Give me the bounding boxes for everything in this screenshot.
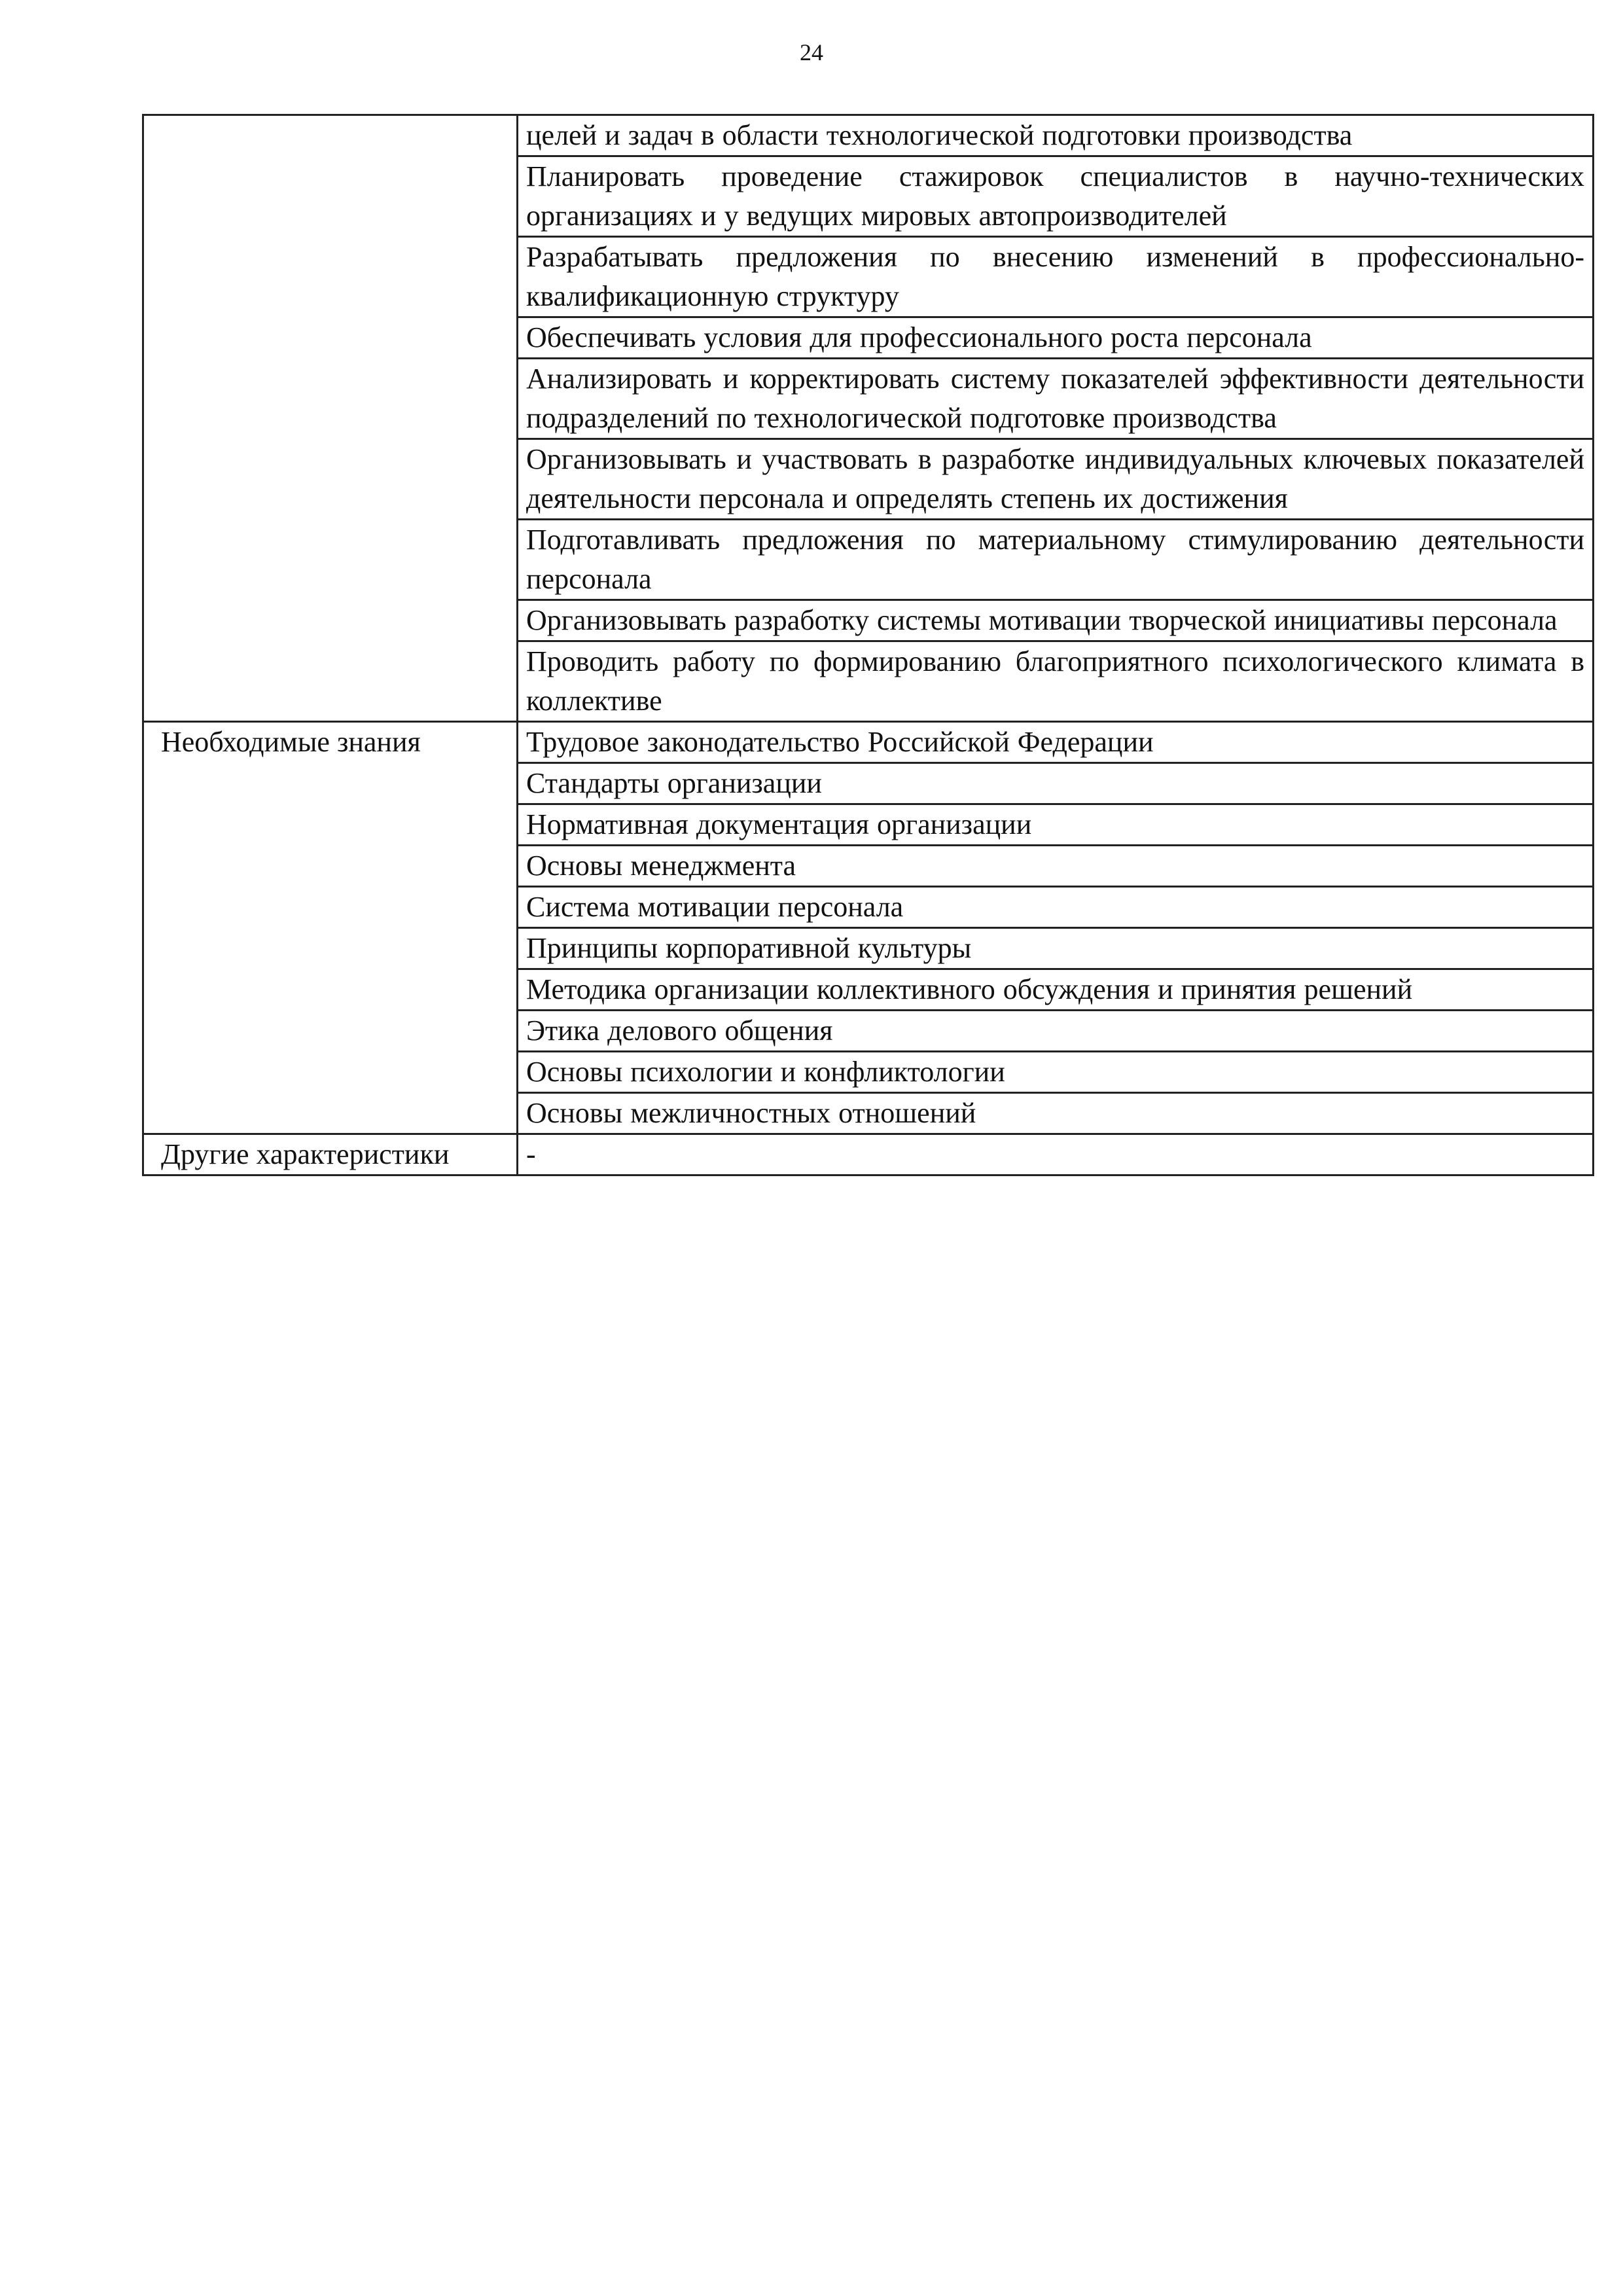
table-row (143, 115, 1594, 156)
table-cell: Организовывать и участвовать в разработке индивидуальных ключевых показателей деятельности персонала и определять степень их достижения (518, 439, 1594, 520)
table-cell: целей и задач в области технологической подготовки производства (518, 115, 1594, 156)
table-cell: Обеспечивать условия для профессионального роста персонала (518, 317, 1594, 359)
row-label-knowledge: Необходимые знания (143, 722, 518, 1134)
page-number: 24 (800, 39, 823, 65)
table-cell: Принципы корпоративной культуры (518, 928, 1594, 969)
table-cell: Организовывать разработку системы мотивации творческой инициативы персонала (518, 600, 1594, 641)
table-row (143, 722, 1594, 763)
table-cell: Стандарты организации (518, 763, 1594, 804)
table-cell: Основы психологии и конфликтологии (518, 1052, 1594, 1093)
requirements-table (142, 114, 1594, 1176)
table-row (143, 1134, 1594, 1175)
table-cell: - (518, 1134, 1594, 1175)
table-cell: Трудовое законодательство Российской Федерации (518, 722, 1594, 763)
row-label-empty (143, 115, 518, 722)
table-cell: Разрабатывать предложения по внесению изменений в профессионально-квалификационную структуру (518, 237, 1594, 317)
table-cell: Методика организации коллективного обсуждения и принятия решений (518, 969, 1594, 1011)
table-cell: Основы межличностных отношений (518, 1093, 1594, 1134)
table-cell: Основы менеджмента (518, 846, 1594, 887)
table-cell: Проводить работу по формированию благоприятного психологического климата в коллективе (518, 641, 1594, 722)
table-cell: Подготавливать предложения по материальному стимулированию деятельности персонала (518, 520, 1594, 600)
table-cell: Этика делового общения (518, 1011, 1594, 1052)
table-cell: Нормативная документация организации (518, 804, 1594, 846)
table-cell: Система мотивации персонала (518, 887, 1594, 928)
table-cell: Планировать проведение стажировок специалистов в научно-технических организациях и у ведущих мировых автопроизводителей (518, 156, 1594, 237)
row-label-other: Другие характеристики (143, 1134, 518, 1175)
table-cell: Анализировать и корректировать систему показателей эффективности деятельности подразделений по технологической подготовке производства (518, 359, 1594, 439)
